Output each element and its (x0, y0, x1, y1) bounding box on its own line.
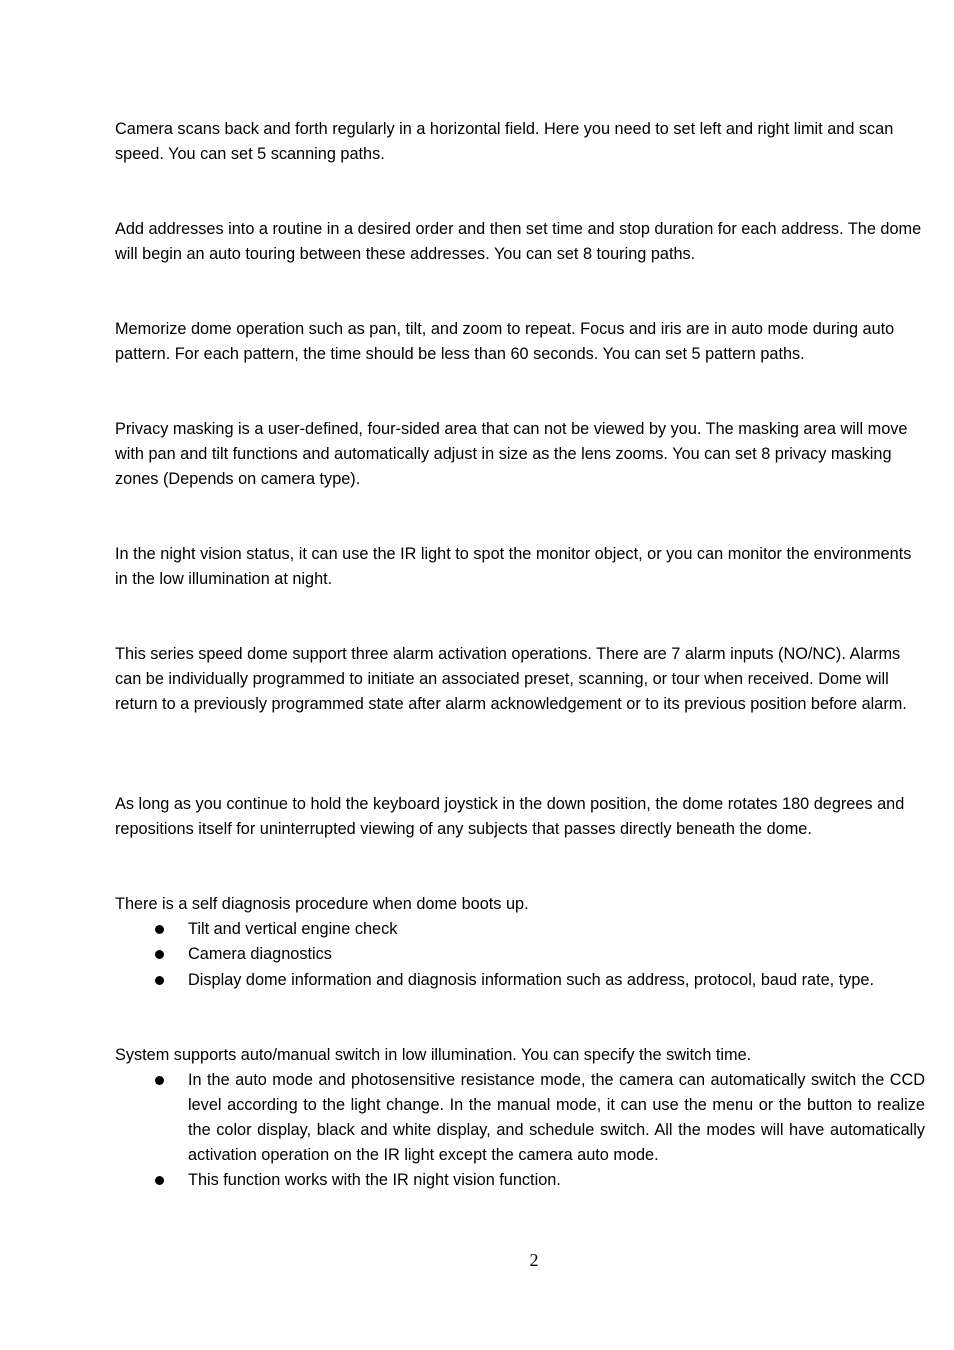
bullet-icon (155, 950, 164, 959)
ir-section (115, 542, 925, 592)
ir-paragraph: In the night vision status, it can use the IR light to spot the monitor object, or you can monitor the environments in the low illumination at night. (115, 545, 912, 588)
scan-section (115, 117, 925, 167)
list-item-text: This function works with the IR night vision function. (188, 1171, 561, 1189)
tour-section (115, 217, 925, 267)
alarm-section (115, 642, 925, 717)
list-item-text: Tilt and vertical engine check (188, 920, 398, 938)
bullet-icon (155, 925, 164, 934)
list-item-text: In the auto mode and photosensitive resistance mode, the camera can automatically switch the CCD level according to the light change. In the manual mode, it can use the menu or the button to realize the color display, black and white display, and schedule switch. All the modes will have automatically activation operation on the IR light except the camera auto mode. (188, 1071, 925, 1164)
diagnosis-section (115, 892, 925, 993)
bullet-icon (155, 1176, 164, 1185)
list-item (115, 917, 925, 942)
bullet-icon (155, 976, 164, 985)
list-item (115, 942, 925, 967)
diagnosis-intro: There is a self diagnosis procedure when dome boots up. (115, 895, 529, 913)
bullet-icon (155, 1076, 164, 1085)
list-item-text: Display dome information and diagnosis information such as address, protocol, baud rate, type. (188, 971, 874, 989)
alarm-paragraph: This series speed dome support three alarm activation operations. There are 7 alarm inputs (NO/NC). Alarms can be individually programmed to initiate an associated preset, scanning, or tour when received. Dome will return to a previously programmed state after alarm acknowledgement or to its previous position before alarm. (115, 645, 907, 713)
list-item (115, 968, 925, 993)
diagnosis-list (115, 917, 925, 993)
flip-section (115, 792, 925, 842)
daynight-intro: System supports auto/manual switch in low illumination. You can specify the switch time. (115, 1046, 752, 1064)
page-number: 2 (529, 1250, 539, 1270)
daynight-section (115, 1043, 925, 1193)
privacy-paragraph: Privacy masking is a user-defined, four-sided area that can not be viewed by you. The masking area will move with pan and tilt functions and automatically adjust in size as the lens zooms. You can set 8 privacy masking zones (Depends on camera type). (115, 420, 908, 488)
pattern-section (115, 317, 925, 367)
list-item (115, 1068, 925, 1168)
flip-paragraph: As long as you continue to hold the keyboard joystick in the down position, the dome rotates 180 degrees and repositions itself for uninterrupted viewing of any subjects that passes directly beneath the dome. (115, 795, 905, 838)
list-item (115, 1168, 925, 1193)
tour-paragraph: Add addresses into a routine in a desired order and then set time and stop duration for each address. The dome will begin an auto touring between these addresses. You can set 8 touring paths. (115, 220, 922, 263)
list-item-text: Camera diagnostics (188, 945, 332, 963)
scan-paragraph: Camera scans back and forth regularly in a horizontal field. Here you need to set left and right limit and scan speed. You can set 5 scanning paths. (115, 120, 894, 163)
privacy-section (115, 417, 925, 492)
daynight-list (115, 1068, 925, 1193)
pattern-paragraph: Memorize dome operation such as pan, tilt, and zoom to repeat. Focus and iris are in auto mode during auto pattern. For each pattern, the time should be less than 60 seconds. You can set 5 pattern paths. (115, 320, 895, 363)
